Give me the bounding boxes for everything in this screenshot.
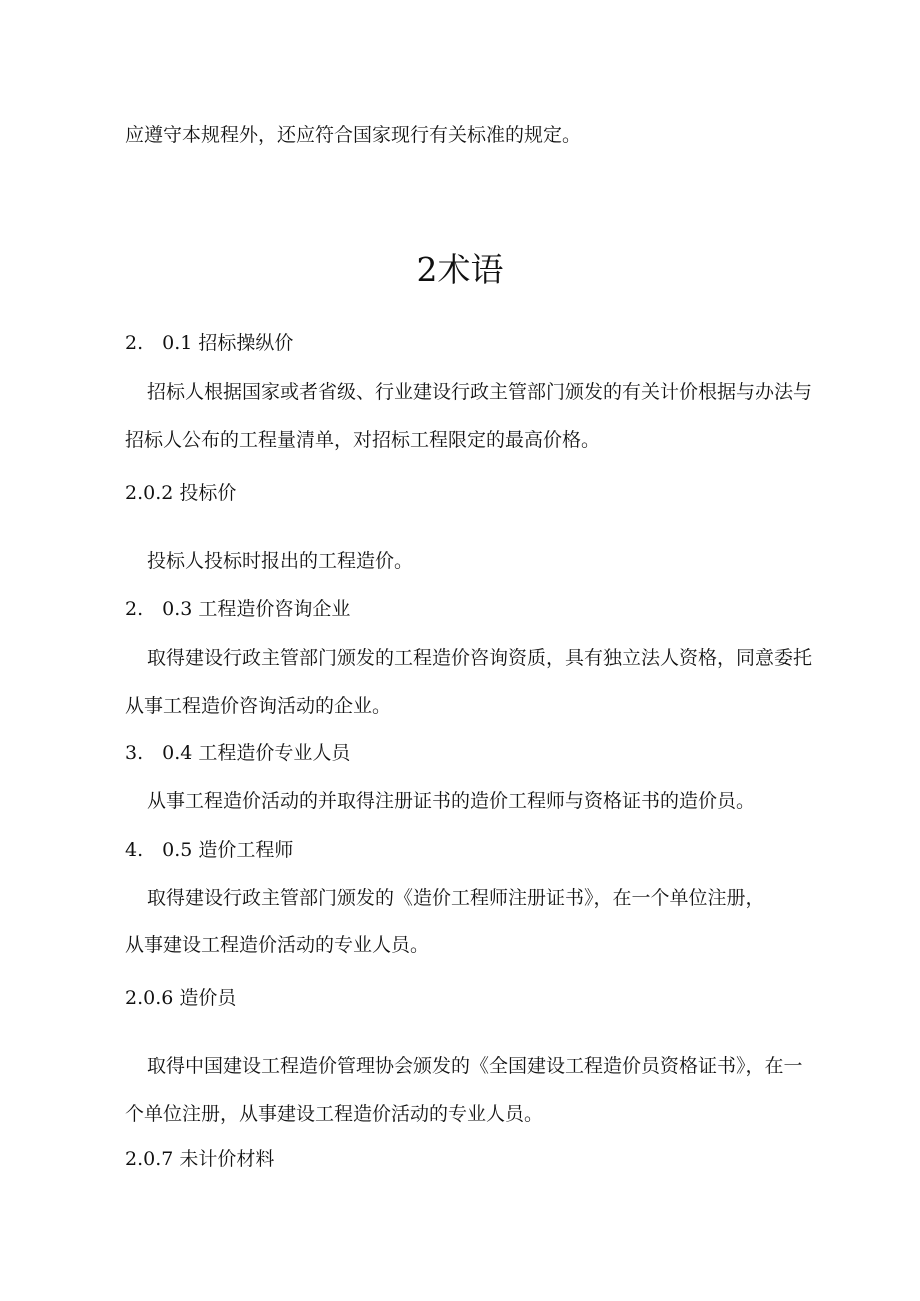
section-number: 2.0.2 <box>125 482 174 504</box>
section-number: 3. 0.4 <box>125 742 193 764</box>
section-heading-2-0-1 <box>125 331 293 355</box>
section-body-line: 招标人根据国家或者省级、行业建设行政主管部门颁发的有关计价根据与办法与 <box>147 381 813 403</box>
section-body-line: 取得建设行政主管部门颁发的《造价工程师注册证书》，在一个单位注册， <box>147 887 765 909</box>
section-term: 工程造价专业人员 <box>198 742 351 764</box>
section-body-line: 招标人公布的工程量清单，对招标工程限定的最高价格。 <box>125 429 601 451</box>
section-body-line: 取得中国建设工程造价管理协会颁发的《全国建设工程造价员资格证书》，在一 <box>147 1055 803 1077</box>
section-term: 造价员 <box>179 987 237 1009</box>
section-heading-2-0-6 <box>125 986 236 1010</box>
section-term: 工程造价咨询企业 <box>198 598 351 620</box>
section-heading-3-0-4 <box>125 741 350 765</box>
section-body-line: 投标人投标时报出的工程造价。 <box>147 550 414 572</box>
chapter-title: 2术语 <box>416 250 504 289</box>
section-number: 2. 0.1 <box>125 332 193 354</box>
section-number: 2.0.7 <box>125 1148 174 1170</box>
section-body-line: 从事工程造价咨询活动的企业。 <box>125 695 392 717</box>
section-body-line: 从事建设工程造价活动的专业人员。 <box>125 934 430 956</box>
section-term: 招标操纵价 <box>198 332 294 354</box>
section-body-line: 个单位注册，从事建设工程造价活动的专业人员。 <box>125 1103 544 1125</box>
section-number: 2.0.6 <box>125 987 174 1009</box>
section-heading-4-0-5 <box>125 838 293 862</box>
section-term: 投标价 <box>179 482 237 504</box>
section-body-line: 取得建设行政主管部门颁发的工程造价咨询资质，具有独立法人资格，同意委托 <box>147 647 813 669</box>
section-heading-2-0-2 <box>125 481 236 505</box>
section-number: 2. 0.3 <box>125 598 193 620</box>
section-body-line: 从事工程造价活动的并取得注册证书的造价工程师与资格证书的造价员。 <box>147 790 756 812</box>
section-number: 4. 0.5 <box>125 839 193 861</box>
section-term: 造价工程师 <box>198 839 294 861</box>
section-heading-2-0-7 <box>125 1147 274 1171</box>
intro-tail-paragraph: 应遵守本规程外，还应符合国家现行有关标准的规定。 <box>125 124 582 146</box>
section-term: 未计价材料 <box>179 1148 275 1170</box>
section-heading-2-0-3 <box>125 597 350 621</box>
